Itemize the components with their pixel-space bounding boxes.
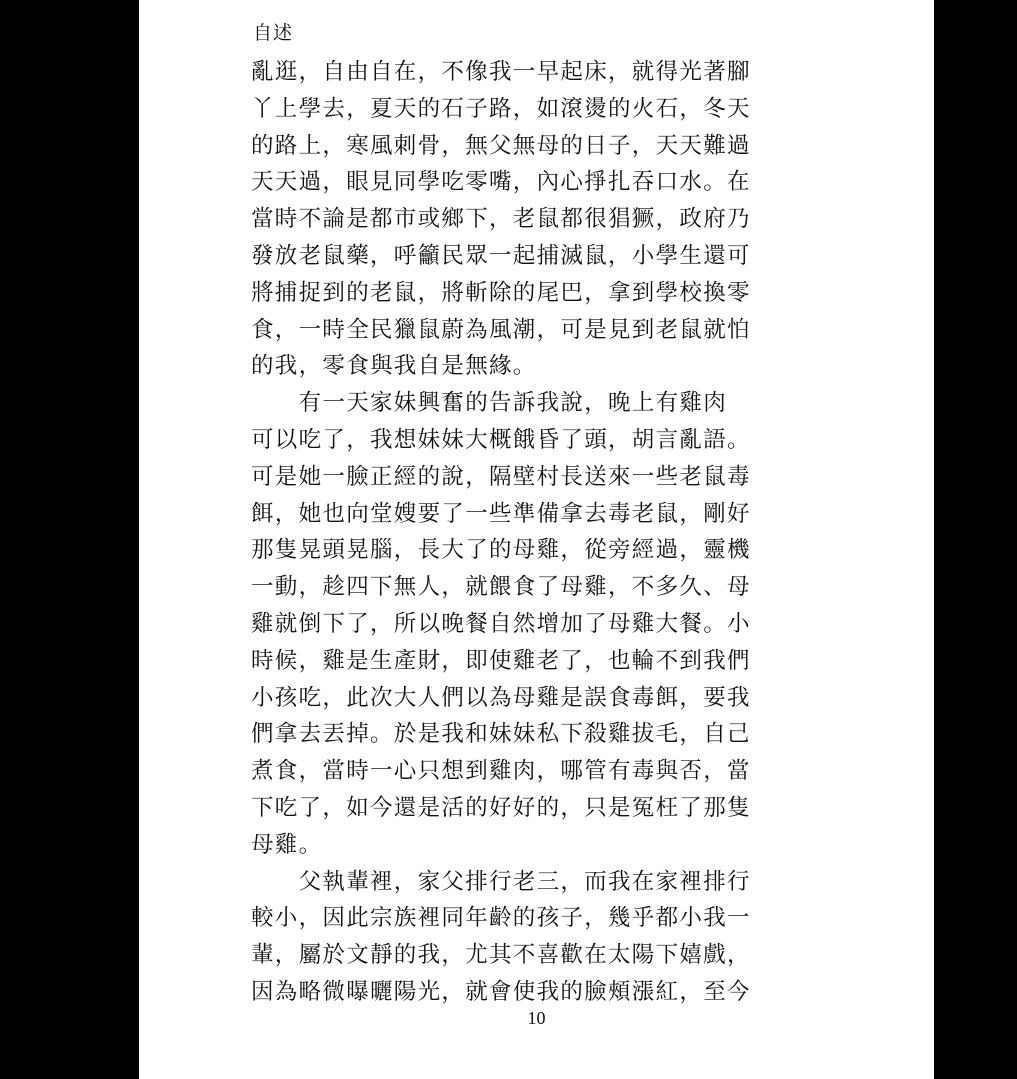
- text-line: 餌，她也向堂嫂要了一些準備拿去毒老鼠，剛好: [251, 500, 751, 527]
- text-line: 父執輩裡，家父排行老三，而我在家裡排行: [251, 868, 751, 895]
- text-line: 們拿去丟掉。於是我和妹妹私下殺雞拔毛，自己: [251, 721, 751, 748]
- text-line: 當時不論是都市或鄉下，老鼠都很猖獗，政府乃: [251, 206, 751, 233]
- text-line: 食，一時全民獵鼠蔚為風潮，可是見到老鼠就怕: [251, 316, 751, 343]
- text-line: 下吃了，如今還是活的好好的，只是冤枉了那隻: [251, 794, 751, 821]
- text-line: 母雞。: [251, 831, 323, 858]
- text-line: 雞就倒下了，所以晚餐自然增加了母雞大餐。小: [251, 610, 751, 637]
- text-line: 可以吃了，我想妹妹大概餓昏了頭，胡言亂語。: [251, 426, 751, 453]
- paragraph-1: [251, 54, 831, 385]
- text-line: 那隻晃頭晃腦，長大了的母雞，從旁經過，靈機: [251, 537, 751, 564]
- text-line: 時候，雞是生產財，即使雞老了，也輪不到我們: [251, 647, 751, 674]
- text-line: 天天過，眼見同學吃零嘴，內心掙扎吞口水。在: [251, 169, 751, 196]
- text-line: 的我，零食與我自是無緣。: [251, 353, 537, 380]
- body-text: [251, 54, 831, 1011]
- text-line: 丫上學去，夏天的石子路，如滾燙的火石，冬天: [251, 95, 751, 122]
- document-page: [139, 0, 934, 1079]
- text-line: 發放老鼠藥，呼籲民眾一起捕滅鼠，小學生還可: [251, 242, 751, 269]
- running-header: 自述: [253, 22, 294, 44]
- text-line: 亂逛，自由自在，不像我一早起床，就得光著腳: [251, 59, 751, 85]
- page-number: 10: [527, 1008, 546, 1028]
- text-line: 將捕捉到的老鼠，將斬除的尾巴，拿到學校換零: [251, 279, 751, 306]
- text-line: 因為略微曝曬陽光，就會使我的臉頰漲紅，至今: [251, 978, 751, 1005]
- text-line: 輩，屬於文靜的我，尤其不喜歡在太陽下嬉戲，: [251, 942, 751, 969]
- text-line: 可是她一臉正經的說，隔壁村長送來一些老鼠毒: [251, 463, 751, 490]
- text-line: 煮食，當時一心只想到雞肉，哪管有毒與否，當: [251, 758, 751, 785]
- text-line: 的路上，寒風刺骨，無父無母的日子，天天難過: [251, 132, 751, 159]
- text-line: 一動，趁四下無人，就餵食了母雞，不多久、母: [251, 574, 751, 601]
- text-line: 小孩吃，此次大人們以為母雞是誤食毒餌，要我: [251, 684, 751, 711]
- paragraph-3: [251, 864, 831, 1011]
- paragraph-2: [251, 385, 831, 863]
- text-line: 較小，因此宗族裡同年齡的孩子，幾乎都小我一: [251, 905, 751, 932]
- text-line: 有一天家妹興奮的告訴我說，晚上有雞肉: [251, 390, 728, 417]
